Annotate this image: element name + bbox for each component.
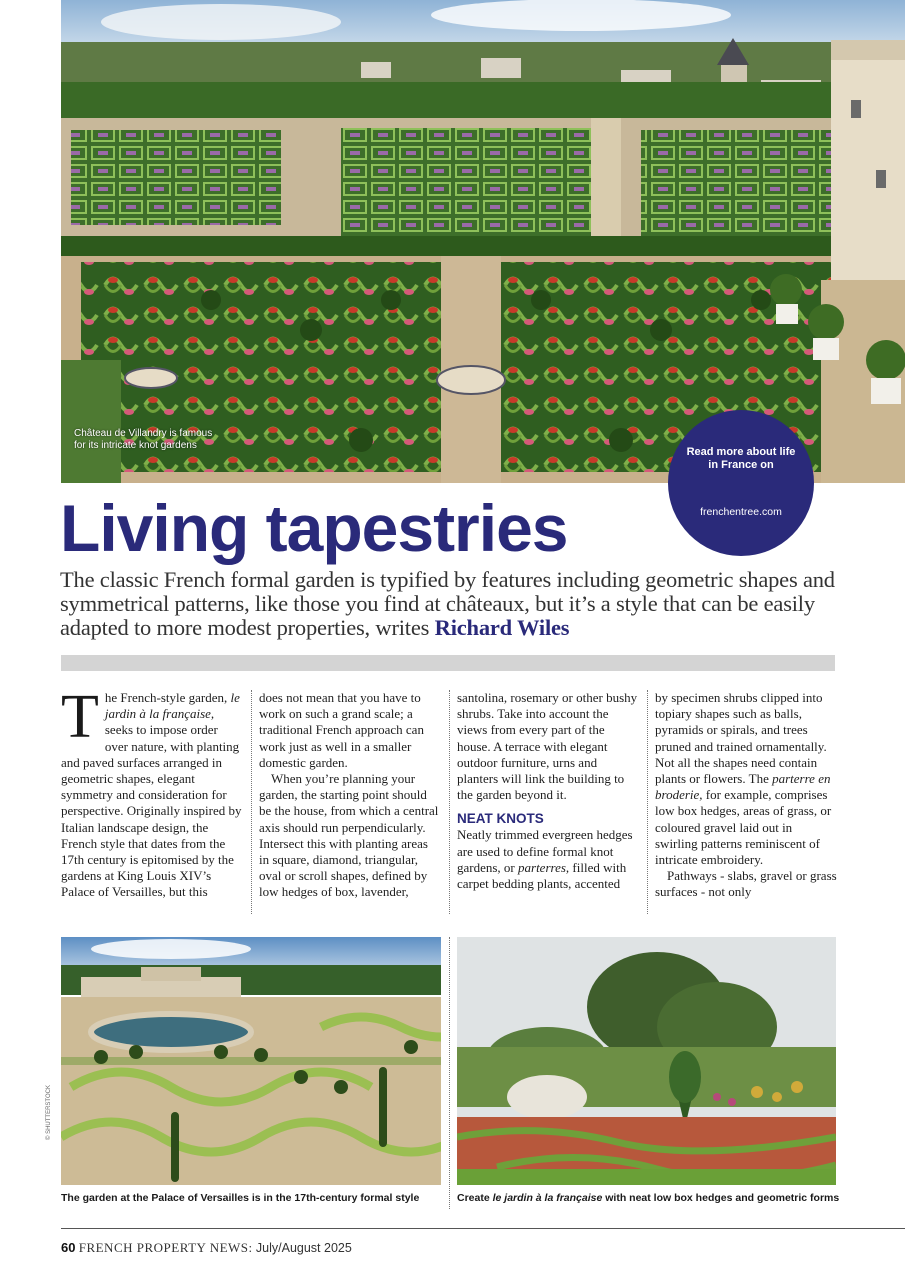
- col3-italic: parterres,: [518, 859, 570, 875]
- article-column-4: [655, 690, 837, 901]
- column-rule: [449, 690, 450, 914]
- col1-text-b: seeks to impose order over nature, with planting and paved surfaces arranged in geometric shapes, elegant symmetry and consideration for perspective. Originally inspired by Italian landscape design, the French style that dates from the 17th century is epitomised by the gardens at King Louis XIV’s Palace of Versailles, but this: [61, 722, 242, 900]
- col1-text-a: he French-style garden,: [104, 690, 228, 705]
- jardin-image: [457, 937, 836, 1185]
- frenchentree-badge[interactable]: [668, 410, 814, 556]
- article-column-2: [259, 690, 441, 901]
- hero-photo: [61, 0, 905, 483]
- standfirst: [60, 568, 850, 640]
- author-byline: Richard Wiles: [434, 615, 570, 640]
- versailles-photo: [61, 937, 441, 1185]
- col4-italic: parterre en broderie,: [655, 771, 831, 803]
- magazine-name: FRENCH PROPERTY NEWS:: [78, 1240, 253, 1255]
- badge-url[interactable]: frenchentree.com: [700, 506, 782, 518]
- photo-credit: © SHUTTERSTOCK: [46, 1085, 52, 1140]
- col3-paragraph-1: santolina, rosemary or other bushy shrubs. Take into account the views from every part of the house. A terrace with elegant outdoor furniture, urns and planters will link the building to the garden beyond it.: [457, 690, 638, 803]
- col4-text-a: by specimen shrubs clipped into topiary shapes such as balls, pyramids or spirals, and trees pruned and trained ornamentally. Not all the shapes need contain plants or flowers. The: [655, 690, 827, 787]
- caption2-italic: le jardin à la française: [492, 1192, 603, 1204]
- col2-paragraph-1: does not mean that you have to work on such a grand scale; a traditional French approach can work just as well in a smaller domestic garden.: [259, 690, 424, 770]
- hero-caption: Château de Villandry is famous for its intricate knot gardens: [74, 428, 213, 451]
- article-column-1: [61, 683, 243, 901]
- caption2-text-b: with neat low box hedges and geometric forms: [605, 1192, 840, 1204]
- col4-text-b: for example, comprises low box hedges, areas of grass, or coloured gravel laid out in swirling patterns reminiscent of intricate embroidery.: [655, 787, 832, 868]
- caption2-text-a: Create: [457, 1192, 490, 1204]
- col2-paragraph-2: When you’re planning your garden, the starting point should be the house, from which a central axis should run perpendicularly. Intersect this with planting areas in square, diamond, triangular, oval or scroll shapes, defined by low hedges of box, lavender,: [259, 771, 439, 900]
- article-title: Living tapestries: [60, 491, 568, 565]
- column-rule: [647, 690, 648, 914]
- photo-caption-2: [457, 1192, 839, 1204]
- footer-rule: [61, 1228, 905, 1229]
- col4-paragraph-2: Pathways - slabs, gravel or grass surfaces - not only: [655, 868, 837, 900]
- villandry-garden-image: [61, 0, 905, 483]
- page-footer: [61, 1240, 352, 1256]
- jardin-photo: [457, 937, 836, 1185]
- subhead-neat-knots: NEAT KNOTS: [457, 811, 544, 827]
- divider-bar: [61, 655, 835, 671]
- page-number: 60: [61, 1240, 76, 1255]
- standfirst-text: The classic French formal garden is typified by features including geometric shapes and symmetrical patterns, like those you find at châteaux, but it’s a style that can be easily adapted to more modest properties, writes: [60, 567, 835, 640]
- drop-cap: T: [61, 683, 99, 751]
- col3-text-a: Neatly trimmed evergreen hedges are used to define formal knot gardens, or: [457, 827, 633, 875]
- article-column-3: [457, 690, 639, 892]
- col3-text-b: filled with carpet bedding plants, accented: [457, 859, 627, 892]
- issue-date: July/August 2025: [255, 1241, 352, 1255]
- badge-text: Read more about life in France on: [686, 446, 796, 471]
- column-rule: [251, 690, 252, 914]
- versailles-garden-image: [61, 937, 441, 1185]
- photo-caption-1: The garden at the Palace of Versailles is in the 17th-century formal style: [61, 1192, 420, 1204]
- photo-column-rule: [449, 937, 450, 1209]
- col1-italic: le jardin à la française,: [104, 690, 240, 722]
